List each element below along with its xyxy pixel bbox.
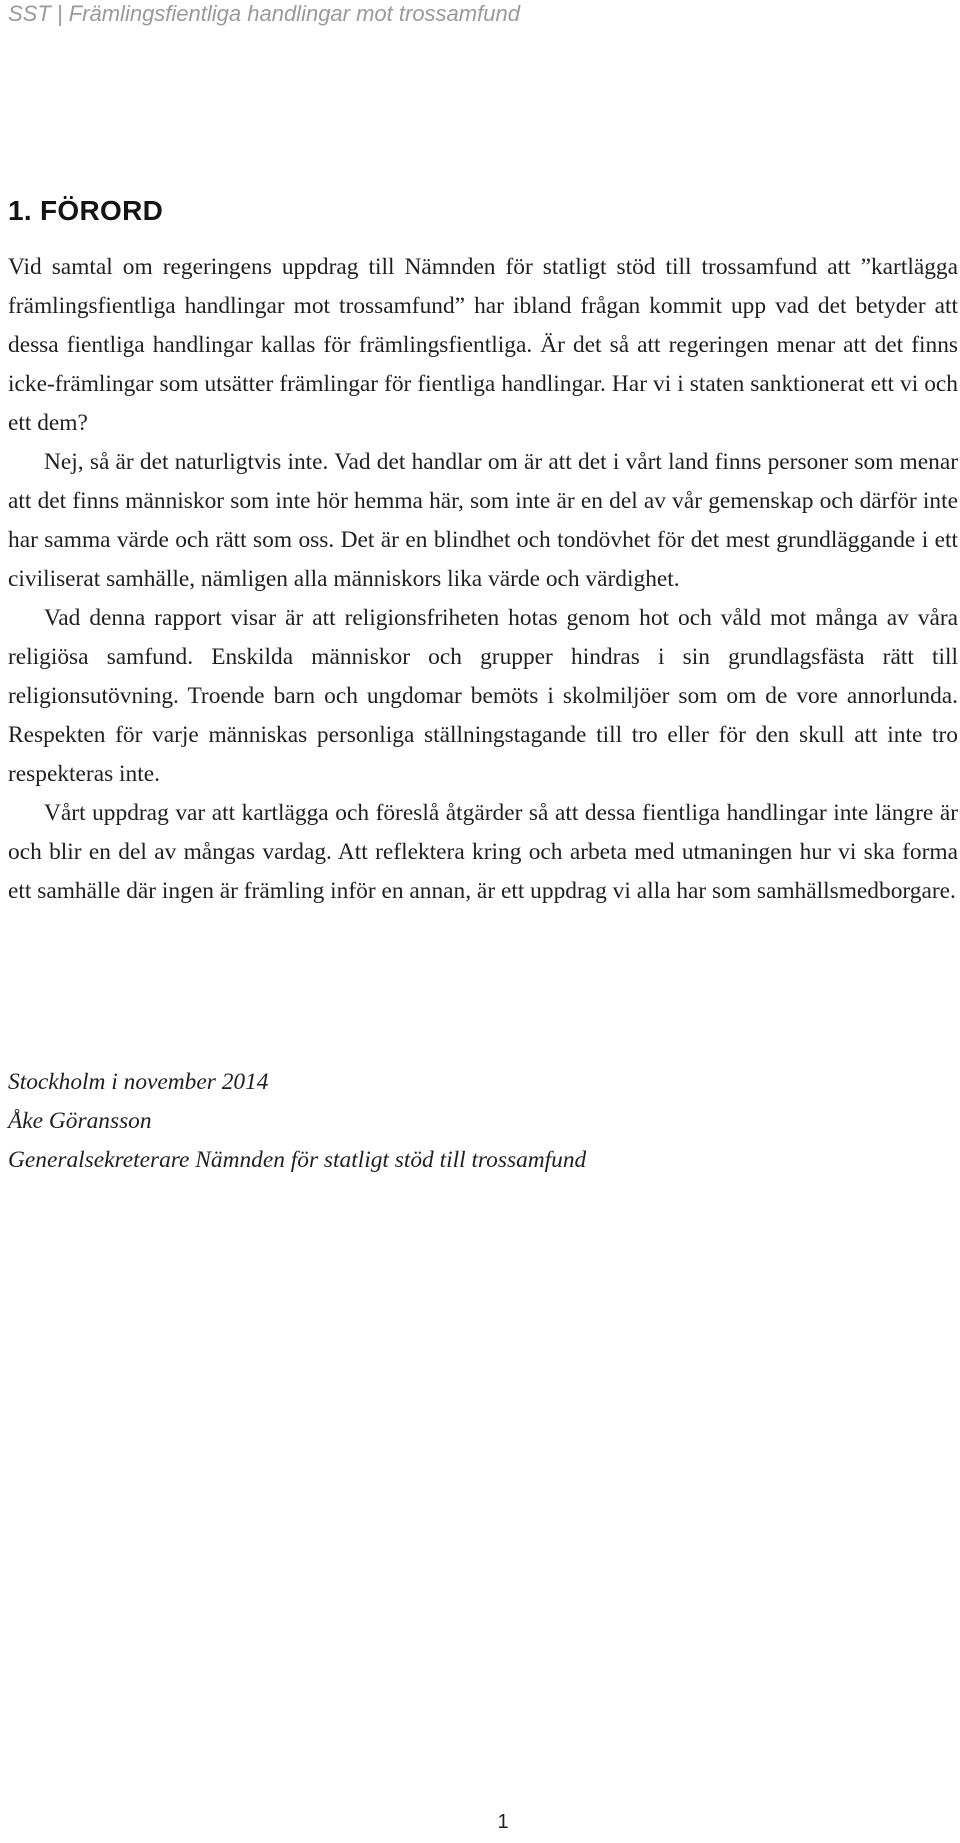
section-heading: 1. FÖRORD xyxy=(8,195,164,226)
paragraph: Nej, så är det naturligtvis inte. Vad det handlar om är att det i vårt land finns personer som menar att det finns människor som inte hör hemma här, som inte är en del av vår gemenskap och därför inte har samma värde och rätt som oss. Det är en blindhet och tondövhet för det mest grundläggande i ett civiliserat samhälle, nämligen alla människors lika värde och värdighet. xyxy=(8,449,958,592)
body-text xyxy=(8,248,958,911)
signature-block xyxy=(8,1063,586,1180)
signature-place-date: Stockholm i november 2014 xyxy=(8,1069,269,1095)
paragraph: Vid samtal om regeringens uppdrag till Nämnden för statligt stöd till trossamfund att ”kartlägga främlingsfientliga handlingar mot trossamfund” har ibland frågan kommit upp vad det betyder att dessa fientliga handlingar kallas för främlingsfientliga. Är det så att regeringen menar att det finns icke-främlingar som utsätter främlingar för fientliga handlingar. Har vi i staten sanktionerat ett vi och ett dem? xyxy=(8,254,958,436)
paragraph: Vad denna rapport visar är att religionsfriheten hotas genom hot och våld mot många av våra religiösa samfund. Enskilda människor och grupper hindras i sin grundlagsfästa rätt till religionsutövning. Troende barn och ungdomar bemöts i skolmiljöer som om de vore annorlunda. Respekten för varje människas personliga ställningstagande till tro eller för den skull att inte tro respekteras inte. xyxy=(8,605,958,787)
page-number: 1 xyxy=(497,1811,509,1833)
paragraph: Vårt uppdrag var att kartlägga och föreslå åtgärder så att dessa fientliga handlingar inte längre är och blir en del av mångas vardag. Att reflektera kring och arbeta med utmaningen hur vi ska forma ett samhälle där ingen är främling inför en annan, är ett uppdrag vi alla har som samhällsmedborgare. xyxy=(8,800,958,904)
signature-name: Åke Göransson xyxy=(8,1108,152,1134)
running-header: SST | Främlingsfientliga handlingar mot trossamfund xyxy=(8,1,520,26)
signature-title: Generalsekreterare Nämnden för statligt stöd till trossamfund xyxy=(8,1147,587,1173)
